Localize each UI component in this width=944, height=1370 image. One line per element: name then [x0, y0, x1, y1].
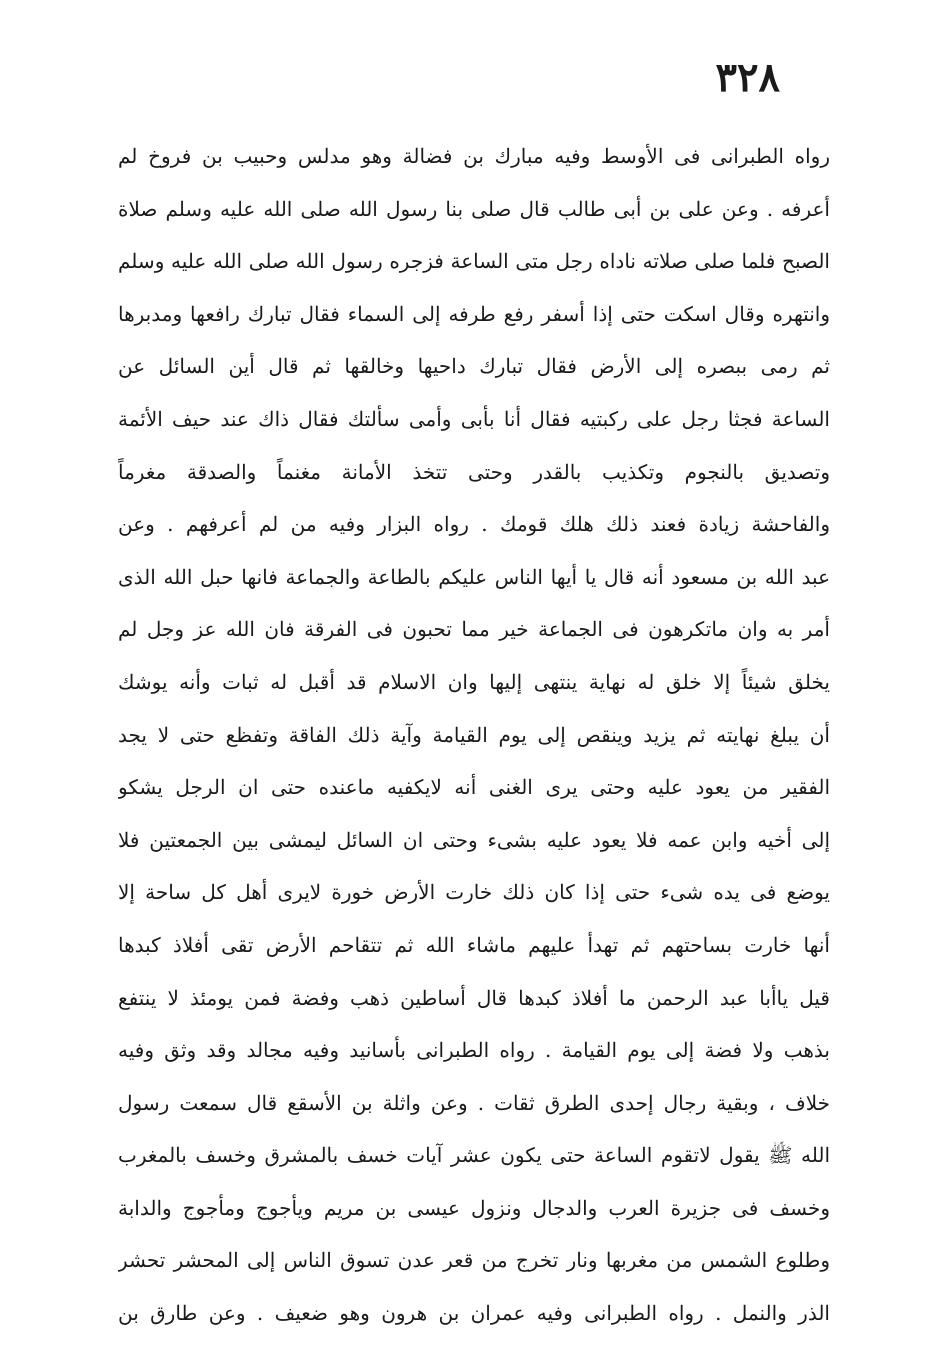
text-line: ثم رمى ببصره إلى الأرض فقال تبارك داحيها وخالقها ثم قال أين السائل عن: [118, 354, 830, 379]
text-line: الصبح فلما صلى صلاته ناداه رجل متى الساعة فزجره رسول الله صلى الله عليه وسلم: [118, 249, 830, 274]
text-line: الفقير من يعود عليه وحتى يرى الغنى أنه لايكفيه ماعنده حتى ان الرجل يشكو: [118, 775, 830, 800]
text-line: وانتهره وقال اسكت حتى إذا أسفر رفع طرفه إلى السماء فقال تبارك رافعها ومدبرها: [118, 301, 830, 326]
body-text: [118, 130, 830, 1340]
text-line: أعرفه . وعن على بن أبى طالب قال صلى بنا رسول الله صلى الله عليه وسلم صلاة: [118, 196, 830, 221]
text-line: الله ﷺ يقول لاتقوم الساعة حتى يكون عشر آيات خسف بالمشرق وخسف بالمغرب: [118, 1143, 830, 1168]
text-line: أن يبلغ نهايته ثم يزيد وينقص إلى يوم القيامة وآية ذلك الفاقة وتفظع حتى لا يجد: [118, 722, 830, 747]
text-line: عبد الله بن مسعود أنه قال يا أيها الناس عليكم بالطاعة والجماعة فانها حبل الله الذى: [118, 564, 830, 589]
text-line: الساعة فجثا رجل على ركبتيه فقال أنا بأبى وأمى سألتك فقال ذاك عند حيف الأئمة: [118, 406, 830, 431]
text-line: قيل ياأبا عبد الرحمن ما أفلاذ كبدها قال أساطين ذهب وفضة فمن يومئذ لا ينتفع: [118, 985, 830, 1010]
page-number: ٣٢٨: [715, 54, 780, 101]
text-line: وتصديق بالنجوم وتكذيب بالقدر وحتى تتخذ الأمانة مغنماً والصدقة مغرماً: [118, 459, 830, 484]
text-line: خلاف ، وبقية رجال إحدى الطرق ثقات . وعن واثلة بن الأسقع قال سمعت رسول: [118, 1090, 830, 1115]
text-line: وخسف فى جزيرة العرب والدجال ونزول عيسى بن مريم ويأجوج ومأجوج والدابة: [118, 1195, 830, 1220]
text-line: بذهب ولا فضة إلى يوم القيامة . رواه الطبرانى بأسانيد وفيه مجالد وقد وثق وفيه: [118, 1038, 830, 1063]
text-line: أنها خارت بساحتهم ثم تهدأ عليهم ماشاء الله ثم تتقاحم الأرض تقى أفلاذ كبدها: [118, 932, 830, 957]
text-line: والفاحشة زيادة فعند ذلك هلك قومك . رواه البزار وفيه من لم أعرفهم . وعن: [118, 512, 830, 537]
text-line: رواه الطبرانى فى الأوسط وفيه مبارك بن فضالة وهو مدلس وحبيب بن فروخ لم: [118, 144, 830, 168]
text-line: الذر والنمل . رواه الطبرانى وفيه عمران بن هرون وهو ضعيف . وعن طارق بن: [118, 1301, 830, 1326]
text-line: أمر به وان ماتكرهون فى الجماعة خير مما تحبون فى الفرقة فان الله عز وجل لم: [118, 617, 830, 642]
text-line: يوضع فى يده شىء حتى إذا كان ذلك خارت الأرض خورة لايرى أهل كل ساحة إلا: [118, 880, 830, 905]
text-line: إلى أخيه وابن عمه فلا يعود عليه بشىء وحتى ان السائل ليمشى بين الجمعتين فلا: [118, 827, 830, 852]
text-line: يخلق شيئاً إلا خلق له نهاية ينتهى إليها وان الاسلام قد أقبل له ثبات وأنه يوشك: [118, 669, 830, 694]
text-line: وطلوع الشمس من مغربها ونار تخرج من قعر عدن تسوق الناس إلى المحشر تحشر: [118, 1248, 830, 1273]
